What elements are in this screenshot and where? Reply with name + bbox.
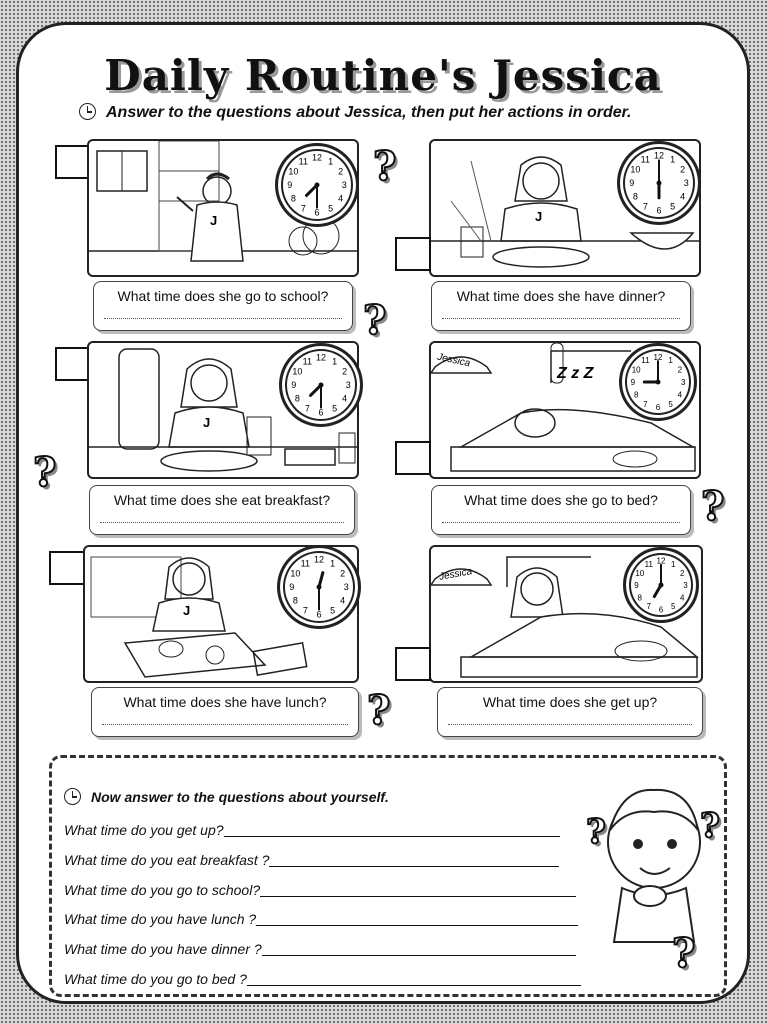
question-mark-icon: ? — [701, 483, 725, 530]
question-mark-icon: ? — [367, 687, 391, 734]
clock-numeral: 9 — [287, 180, 293, 190]
clock-numeral: 3 — [683, 581, 688, 590]
clock-numeral: 2 — [679, 568, 685, 578]
shirt-letter: J — [535, 209, 543, 224]
question-box-lunch[interactable] — [91, 687, 359, 737]
question-text: What time does she eat breakfast? — [113, 492, 331, 508]
order-checkbox-bed[interactable] — [395, 441, 431, 475]
self-question-row — [64, 911, 578, 927]
clock-numeral: 7 — [300, 203, 306, 214]
question-mark-icon: ? — [672, 930, 696, 977]
clock-numeral: 12 — [653, 352, 663, 362]
answer-blank[interactable] — [260, 884, 576, 897]
clock-numeral: 12 — [656, 556, 666, 566]
clock-numeral: 2 — [342, 366, 348, 377]
self-question-text: What time do you have lunch ? — [64, 911, 257, 927]
clock-numeral: 1 — [328, 156, 334, 167]
clock-get-up — [623, 547, 699, 623]
self-question-text: What time do you eat breakfast ? — [64, 852, 270, 868]
clock-center — [656, 380, 661, 385]
clock-numeral: 7 — [642, 201, 648, 212]
clock-dinner — [617, 141, 701, 225]
question-box-school[interactable] — [93, 281, 353, 331]
question-box-dinner[interactable] — [431, 281, 691, 331]
clock-numeral: 5 — [670, 201, 676, 212]
clock-numeral: 2 — [338, 166, 344, 177]
question-box-bed[interactable] — [431, 485, 691, 535]
clock-numeral: 2 — [677, 365, 683, 375]
clock-numeral: 6 — [655, 403, 661, 413]
order-checkbox-lunch[interactable] — [49, 551, 85, 585]
answer-blank[interactable] — [247, 973, 581, 986]
clock-bed — [619, 343, 697, 421]
clock-numeral: 10 — [290, 568, 301, 579]
clock-breakfast — [279, 343, 363, 427]
clock-center — [657, 181, 662, 186]
clock-numeral: 3 — [680, 378, 686, 387]
answer-line — [442, 522, 680, 523]
clock-icon — [64, 788, 81, 805]
clock-numeral: 7 — [646, 602, 651, 612]
question-mark-icon: ? — [33, 449, 57, 496]
question-text: What time does she go to school? — [117, 288, 329, 304]
clock-numeral: 2 — [340, 568, 346, 579]
clock-numeral: 9 — [289, 582, 295, 592]
cap-label: Jessica — [436, 351, 472, 370]
self-question-text: What time do you go to bed ? — [64, 971, 247, 987]
sleep-zzz: Z z Z — [557, 365, 594, 382]
answer-line — [102, 724, 348, 725]
clock-numeral: 2 — [680, 164, 686, 175]
clock-numeral: 11 — [300, 558, 311, 569]
self-questions-section — [49, 755, 727, 997]
question-box-breakfast[interactable] — [89, 485, 355, 535]
clock-numeral: 6 — [318, 407, 324, 418]
clock-numeral: 1 — [332, 356, 338, 367]
shirt-letter: J — [203, 415, 211, 430]
question-text: What time does she go to bed? — [464, 492, 658, 508]
answer-line — [448, 724, 692, 725]
clock-numeral: 11 — [641, 356, 650, 366]
clock-numeral: 11 — [298, 156, 309, 167]
worksheet-title: Daily Routine's Jessica — [104, 51, 662, 100]
clock-numeral: 11 — [640, 154, 651, 165]
question-text: What time does she get up? — [482, 694, 658, 710]
clock-numeral: 9 — [630, 378, 636, 387]
clock-numeral: 1 — [668, 356, 673, 366]
clock-face — [278, 146, 356, 224]
clock-center — [659, 583, 664, 588]
self-question-text: What time do you get up? — [64, 822, 224, 838]
question-mark-icon: ? — [363, 297, 387, 344]
clock-numeral: 3 — [345, 380, 351, 390]
clock-numeral: 6 — [314, 207, 320, 218]
clock-numeral: 1 — [671, 559, 676, 569]
answer-line — [100, 522, 344, 523]
clock-numeral: 9 — [634, 581, 639, 590]
instruction-text: Answer to the questions about Jessica, then put her actions in order. — [106, 104, 632, 121]
answer-blank[interactable] — [256, 913, 578, 926]
self-question-text: What time do you have dinner ? — [64, 941, 262, 957]
clock-numeral: 8 — [292, 595, 298, 606]
clock-face — [282, 346, 360, 424]
clock-numeral: 1 — [670, 154, 676, 165]
clock-lunch — [277, 545, 361, 629]
clock-numeral: 8 — [632, 191, 638, 202]
answer-line — [442, 318, 680, 319]
self-question-row — [64, 882, 576, 898]
clock-numeral: 4 — [338, 193, 344, 204]
clock-numeral: 3 — [343, 582, 349, 592]
answer-blank[interactable] — [224, 824, 560, 837]
clock-numeral: 12 — [315, 352, 327, 363]
clock-numeral: 4 — [342, 393, 348, 404]
clock-numeral: 8 — [290, 193, 296, 204]
clock-numeral: 10 — [635, 568, 645, 578]
clock-numeral: 12 — [313, 554, 325, 565]
cap-label: Jessica — [438, 566, 474, 583]
clock-numeral: 9 — [629, 178, 635, 188]
thinking-boy-illustration — [582, 772, 718, 982]
clock-numeral: 7 — [643, 399, 648, 409]
instruction — [79, 103, 631, 122]
question-mark-icon: ? — [586, 812, 606, 852]
clock-numeral: 9 — [291, 380, 297, 390]
answer-blank[interactable] — [262, 943, 576, 956]
order-checkbox-breakfast[interactable] — [55, 347, 91, 381]
clock-numeral: 6 — [316, 609, 322, 620]
clock-numeral: 10 — [630, 164, 641, 175]
clock-numeral: 5 — [668, 399, 673, 409]
order-checkbox-get-up[interactable] — [395, 647, 431, 681]
clock-numeral: 10 — [631, 365, 641, 375]
clock-numeral: 11 — [644, 559, 653, 569]
clock-numeral: 1 — [330, 558, 336, 569]
question-text: What time does she have dinner? — [456, 288, 666, 304]
clock-numeral: 3 — [341, 180, 347, 190]
clock-center — [315, 183, 320, 188]
shirt-letter: J — [183, 603, 191, 618]
clock-numeral: 7 — [302, 605, 308, 616]
answer-blank[interactable] — [269, 854, 559, 867]
clock-numeral: 5 — [328, 203, 334, 214]
clock-numeral: 6 — [656, 205, 662, 216]
clock-numeral: 4 — [340, 595, 346, 606]
clock-face — [620, 144, 698, 222]
shirt-letter: J — [210, 213, 218, 228]
order-checkbox-dinner[interactable] — [395, 237, 431, 271]
self-question-row — [64, 971, 581, 987]
clock-numeral: 5 — [671, 602, 676, 612]
order-checkbox-school[interactable] — [55, 145, 91, 179]
clock-numeral: 4 — [677, 390, 683, 400]
clock-numeral: 11 — [302, 356, 313, 367]
question-text: What time does she have lunch? — [123, 694, 327, 710]
clock-numeral: 3 — [683, 178, 689, 188]
clock-numeral: 8 — [637, 593, 643, 603]
answer-line — [104, 318, 342, 319]
self-question-row — [64, 941, 576, 957]
clock-numeral: 5 — [330, 605, 336, 616]
clock-face — [622, 346, 694, 418]
clock-numeral: 4 — [679, 593, 685, 603]
clock-numeral: 5 — [332, 403, 338, 414]
clock-face — [626, 550, 696, 620]
self-heading-text: Now answer to the questions about yourself. — [91, 789, 389, 805]
self-question-text: What time do you go to school? — [64, 882, 261, 898]
clock-face — [280, 548, 358, 626]
self-question-row — [64, 822, 560, 838]
self-question-row — [64, 852, 559, 868]
clock-center — [319, 383, 324, 388]
clock-numeral: 8 — [294, 393, 300, 404]
question-mark-icon: ? — [373, 143, 397, 190]
question-mark-icon: ? — [700, 806, 720, 846]
clock-center — [317, 585, 322, 590]
clock-numeral: 6 — [658, 605, 664, 615]
self-section-heading — [64, 788, 389, 805]
clock-numeral: 10 — [288, 166, 299, 177]
clock-numeral: 4 — [680, 191, 686, 202]
worksheet — [16, 22, 750, 1004]
clock-numeral: 7 — [304, 403, 310, 414]
clock-school — [275, 143, 359, 227]
question-box-get-up[interactable] — [437, 687, 703, 737]
clock-numeral: 8 — [633, 390, 639, 400]
clock-numeral: 10 — [292, 366, 303, 377]
clock-numeral: 12 — [653, 150, 665, 161]
clock-numeral: 12 — [311, 152, 323, 163]
clock-icon — [79, 103, 96, 120]
